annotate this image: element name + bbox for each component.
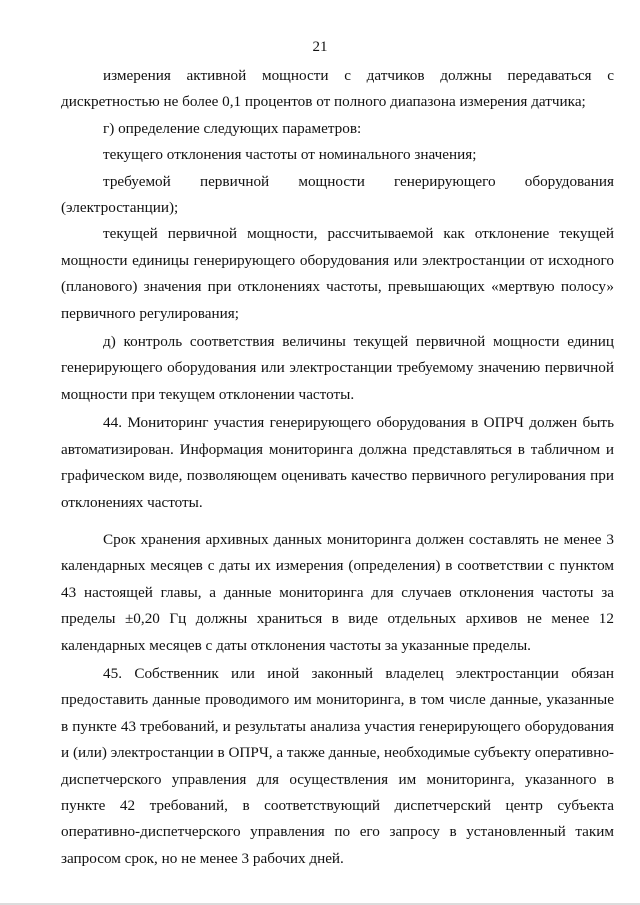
document-body: [61, 63, 614, 872]
paragraph-required-primary-power: требуемой первичной мощности генерирующего оборудования (электростанции);: [61, 172, 614, 217]
paragraph-measurement-continuation: измерения активной мощности с датчиков должны передаваться с дискретностью не более 0,1 процентов от полного диапазона измерения датчика;: [61, 67, 614, 111]
paragraph-current-frequency-deviation: текущего отклонения частоты от номинального значения;: [103, 146, 477, 164]
paragraph-item-g: г) определение следующих параметров:: [103, 119, 362, 137]
paragraph-archive-storage: Срок хранения архивных данных мониторинга должен составлять не менее 3 календарных месяцев с даты их измерения (определения) в соответствии с пунктом 43 настоящей главы, а данные мониторинга для случаев отклонения частоты за пределы ±0,20 Гц должны храниться в виде отдельных архивов не менее 12 календарных месяцев с даты отклонения частоты за указанные пределы.: [61, 530, 614, 654]
page-number: 21: [312, 39, 328, 55]
paragraph-item-d: д) контроль соответствия величины текущей первичной мощности единиц генерирующего оборудования или электростанции требуемому значению первичной мощности при текущем отклонении частоты.: [61, 333, 614, 403]
paragraph-45: 45. Собственник или иной законный владелец электростанции обязан предоставить данные проводимого им мониторинга, в том числе данные, указанные в пункте 43 требований, и результаты анализа участия генерирующего оборудования и (или) электростанции в ОПРЧ, а также данные, необходимые субъекту оперативно-диспетчерского управления для осуществления им мониторинга, указанного в пункте 42 требований, в соответствующий диспетчерский центр субъекта оперативно-диспетчерского управления по его запросу в установленный таким запросом срок, но не менее 3 рабочих дней.: [61, 664, 614, 867]
paragraph-current-primary-power: текущей первичной мощности, рассчитываемой как отклонение текущей мощности единицы генерирующего оборудования или электростанции от исходного (планового) значения при отклонениях частоты, превышающих «мертвую полосу» первичного регулирования;: [61, 225, 614, 322]
paragraph-44: 44. Мониторинг участия генерирующего оборудования в ОПРЧ должен быть автоматизирован. Информация мониторинга должна представляться в табличном и графическом виде, позволяющем оценивать качество первичного регулирования при отклонениях частоты.: [61, 414, 614, 511]
